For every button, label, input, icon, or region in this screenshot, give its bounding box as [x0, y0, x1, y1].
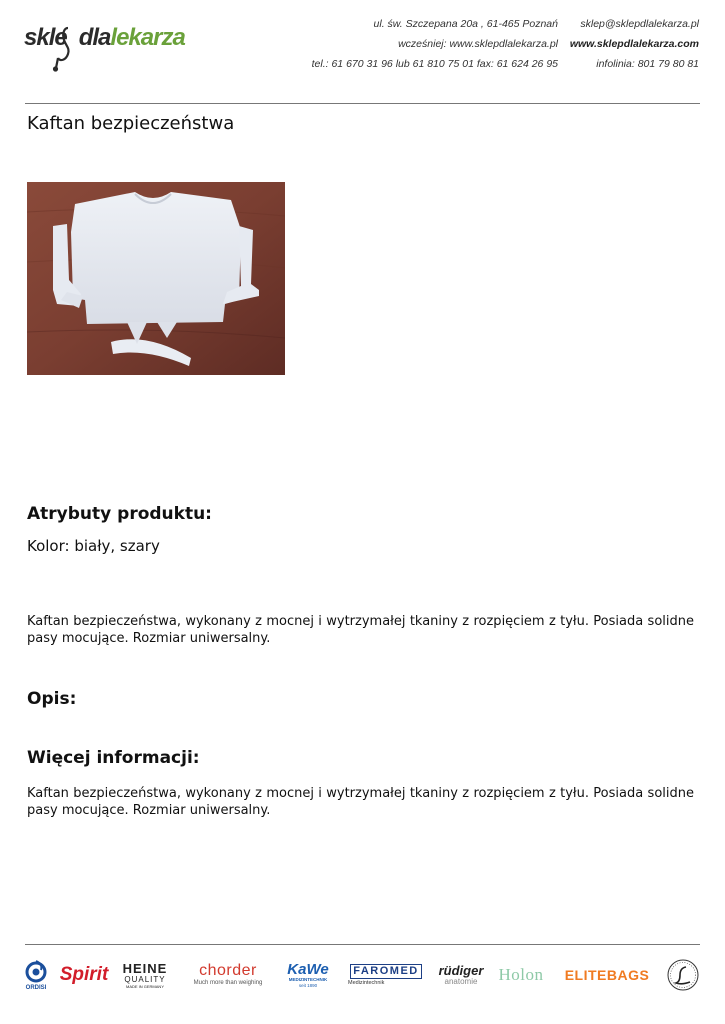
brand-chorder[interactable]: chorder Much more than weighing — [193, 962, 263, 986]
stethoscope-icon — [24, 18, 84, 74]
phone-fax-text: tel.: 61 670 31 96 lub 61 810 75 01 fax: 61 624 26 95 — [311, 58, 558, 70]
brand-logos-bar — [20, 952, 705, 998]
brand-seal[interactable] — [666, 952, 700, 998]
contact-address-block — [312, 14, 558, 74]
brand-rudiger[interactable]: rüdiger anatomie — [438, 963, 484, 986]
website-link[interactable]: www.sklepdlalekarza.com — [569, 38, 699, 50]
seal-logo-icon — [666, 958, 700, 992]
footer-divider — [25, 944, 700, 945]
page-header — [0, 0, 725, 100]
brand-ordisi[interactable]: ORDISI — [22, 952, 50, 998]
brand-kawe[interactable]: KaWe MEDIZINTECHNIK seit 1890 — [287, 961, 329, 988]
color-label: Kolor: — [27, 537, 70, 555]
brand-faromed[interactable]: FAROMED Medizintechnik — [346, 952, 426, 998]
ordisi-logo-icon — [25, 960, 47, 984]
address-text: ul. św. Szczepana 20a , 61-465 Poznań — [373, 18, 558, 30]
contact-online-block — [570, 14, 699, 74]
description-heading: Opis: — [27, 689, 77, 709]
header-divider — [25, 103, 700, 104]
brand-holon[interactable]: Holon — [498, 965, 544, 984]
brand-spirit[interactable]: Spirit — [59, 964, 109, 985]
product-title: Kaftan bezpieczeństwa — [27, 113, 235, 134]
short-description: Kaftan bezpieczeństwa, wykonany z mocnej i wytrzymałej tkaniny z rozpięciem z tyłu. Posiada solidne pasy mocujące. Rozmiar uniwersalny. — [27, 614, 694, 646]
more-info-text: Kaftan bezpieczeństwa, wykonany z mocnej i wytrzymałej tkaniny z rozpięciem z tyłu. Posiada solidne pasy mocujące. Rozmiar uniwersalny. — [27, 786, 694, 818]
store-logo[interactable] — [24, 18, 194, 74]
logo-wordmark: skle dlalekarza — [24, 24, 185, 51]
product-photo — [27, 182, 285, 375]
brand-elitebags[interactable]: ELITEBAGS — [564, 967, 650, 983]
color-value: biały, szary — [74, 537, 160, 555]
straitjacket-image — [27, 182, 285, 375]
attributes-heading: Atrybuty produktu: — [27, 504, 212, 524]
previous-website-text[interactable]: wcześniej: www.sklepdlalekarza.pl — [398, 38, 558, 50]
email-link[interactable]: sklep@sklepdlalekarza.pl — [580, 18, 699, 30]
brand-heine[interactable]: HEINE QUALITY MADE IN GERMANY — [122, 960, 168, 989]
hotline-text: infolinia: 801 79 80 81 — [596, 58, 699, 70]
color-attribute — [27, 537, 160, 555]
more-info-heading: Więcej informacji: — [27, 748, 200, 768]
